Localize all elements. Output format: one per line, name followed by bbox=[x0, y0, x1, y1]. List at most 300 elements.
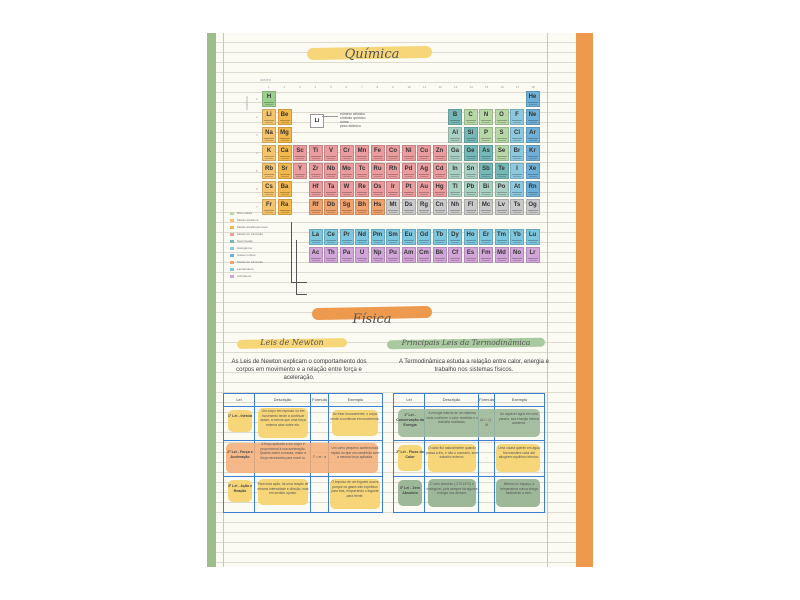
newton-header-exemplo: Exemplo bbox=[347, 397, 364, 402]
lanthanide-connector bbox=[291, 222, 292, 282]
element-c bbox=[464, 109, 478, 125]
element-og bbox=[526, 199, 540, 215]
element-symbol: Th bbox=[327, 250, 335, 256]
newton-example-2: Um carro pequeno acelera mais rápido do que um caminhão com a mesma força aplicada. bbox=[330, 446, 380, 460]
element-symbol: Br bbox=[513, 148, 521, 154]
element-tm bbox=[495, 229, 509, 245]
actinide-connector-h bbox=[296, 294, 307, 295]
element-symbol: Md bbox=[497, 250, 506, 256]
element-symbol: Tc bbox=[358, 166, 366, 172]
element-sc bbox=[293, 145, 307, 161]
element-nb bbox=[324, 163, 338, 179]
element-symbol: La bbox=[311, 232, 319, 238]
element-symbol: Sg bbox=[342, 202, 351, 208]
element-be bbox=[278, 109, 292, 125]
legend-swatch bbox=[230, 275, 234, 278]
element-ta bbox=[324, 181, 338, 197]
element-symbol: Ni bbox=[405, 148, 412, 154]
element-ni bbox=[402, 145, 416, 161]
element-sm bbox=[386, 229, 400, 245]
element-symbol: Re bbox=[358, 184, 366, 190]
legend-item bbox=[230, 232, 263, 236]
newton-example-3: O impulso de um foguete ocorre porque os gases são expelidos para trás, empurrando o foguete para frente. bbox=[331, 480, 379, 498]
element-in bbox=[448, 163, 462, 179]
element-symbol: Tm bbox=[497, 232, 506, 238]
element-symbol: Rb bbox=[265, 166, 273, 172]
newton-law-3: 3ª Lei - Ação e Reação bbox=[227, 484, 253, 493]
group-number: 12 bbox=[438, 85, 442, 89]
element-symbol: Pb bbox=[466, 184, 475, 190]
element-ts bbox=[510, 199, 524, 215]
element-symbol: Hf bbox=[312, 184, 319, 190]
element-symbol: Ac bbox=[311, 250, 320, 256]
element-symbol: Cl bbox=[514, 130, 520, 136]
key-line-1: número atômico bbox=[340, 112, 366, 116]
element-symbol: At bbox=[513, 184, 521, 190]
element-fr bbox=[262, 199, 276, 215]
group-number: 8 bbox=[376, 85, 379, 89]
element-symbol: Eu bbox=[404, 232, 413, 238]
element-eu bbox=[402, 229, 416, 245]
element-symbol: In bbox=[452, 166, 458, 172]
element-symbol: Pm bbox=[372, 232, 383, 238]
element-symbol: Pu bbox=[389, 250, 397, 256]
element-as bbox=[479, 145, 493, 161]
element-symbol: K bbox=[266, 148, 272, 154]
element-mg bbox=[278, 127, 292, 143]
element-symbol: Cu bbox=[420, 148, 428, 154]
element-tc bbox=[355, 163, 369, 179]
element-symbol: Pd bbox=[404, 166, 413, 172]
element-sb bbox=[479, 163, 493, 179]
element-symbol: Sm bbox=[388, 232, 398, 238]
element-es bbox=[464, 247, 478, 263]
element-th bbox=[324, 247, 338, 263]
thermo-heading: Principais Leis da Termodinâmica bbox=[401, 338, 531, 347]
element-symbol: Hs bbox=[373, 202, 382, 208]
element-no bbox=[510, 247, 524, 263]
element-fe bbox=[371, 145, 385, 161]
group-number: 14 bbox=[469, 85, 473, 89]
element-symbol: Bi bbox=[483, 184, 489, 190]
element-lr bbox=[526, 247, 540, 263]
group-number: 10 bbox=[407, 85, 411, 89]
element-tl bbox=[448, 181, 462, 197]
period-number: 7 bbox=[256, 205, 258, 209]
element-symbol: Rf bbox=[312, 202, 319, 208]
element-o bbox=[495, 109, 509, 125]
element-np bbox=[371, 247, 385, 263]
element-ds bbox=[402, 199, 416, 215]
element-symbol: Rg bbox=[420, 202, 428, 208]
element-au bbox=[417, 181, 431, 197]
element-symbol: Rh bbox=[389, 166, 397, 172]
element-symbol: Er bbox=[482, 232, 490, 238]
element-symbol: As bbox=[482, 148, 490, 154]
legend-item bbox=[230, 246, 252, 250]
group-number: 17 bbox=[516, 85, 520, 89]
element-li bbox=[262, 109, 276, 125]
element-rh bbox=[386, 163, 400, 179]
element-nh bbox=[448, 199, 462, 215]
element-symbol: Be bbox=[280, 112, 289, 118]
element-ho bbox=[464, 229, 478, 245]
newton-law-2: 2ª Lei - Força e Aceleração bbox=[227, 450, 253, 459]
period-number: 6 bbox=[256, 187, 258, 191]
legend-label: Gases nobres bbox=[237, 253, 256, 257]
thermo-law-1: 1ª Lei - Conservação da Energia bbox=[396, 413, 424, 427]
element-am bbox=[402, 247, 416, 263]
element-symbol: Fm bbox=[481, 250, 491, 256]
element-symbol: Ta bbox=[327, 184, 335, 190]
element-symbol: Fr bbox=[266, 202, 272, 208]
element-symbol: Pr bbox=[343, 232, 350, 238]
element-symbol: Ho bbox=[466, 232, 475, 238]
element-b bbox=[448, 109, 462, 125]
legend-item bbox=[230, 218, 258, 222]
element-la bbox=[309, 229, 323, 245]
period-number: 5 bbox=[256, 169, 258, 173]
element-nd bbox=[355, 229, 369, 245]
element-w bbox=[340, 181, 354, 197]
element-os bbox=[371, 181, 385, 197]
thermo-intro: A Termodinâmica estuda a relação entre calor, energia e trabalho nos sistemas físicos. bbox=[399, 359, 549, 373]
element-mo bbox=[340, 163, 354, 179]
element-symbol: Ar bbox=[529, 130, 536, 136]
element-pr bbox=[340, 229, 354, 245]
element-rb bbox=[262, 163, 276, 179]
element-bh bbox=[355, 199, 369, 215]
legend-label: Metais alcalinoterrosos bbox=[237, 225, 268, 229]
element-symbol: Cr bbox=[343, 148, 350, 154]
element-s bbox=[495, 127, 509, 143]
group-number: 2 bbox=[283, 85, 286, 89]
element-na bbox=[262, 127, 276, 143]
element-symbol: Cd bbox=[435, 166, 444, 172]
element-symbol: No bbox=[513, 250, 521, 256]
period-number: 4 bbox=[256, 151, 258, 155]
period-number: 3 bbox=[256, 133, 258, 137]
element-symbol: Zr bbox=[312, 166, 319, 172]
element-rn bbox=[526, 181, 540, 197]
lanthanide-connector-h bbox=[291, 282, 307, 283]
element-symbol: Og bbox=[528, 202, 537, 208]
element-symbol: Kr bbox=[529, 148, 536, 154]
group-number: 11 bbox=[423, 85, 427, 89]
element-cu bbox=[417, 145, 431, 161]
element-symbol: Sr bbox=[281, 166, 288, 172]
element-symbol: H bbox=[266, 94, 272, 100]
element-symbol: Xe bbox=[528, 166, 537, 172]
element-symbol: Ca bbox=[280, 148, 289, 154]
element-symbol: Pa bbox=[342, 250, 351, 256]
element-symbol: F bbox=[515, 112, 519, 118]
element-cf bbox=[448, 247, 462, 263]
element-symbol: Al bbox=[452, 130, 458, 136]
element-h bbox=[262, 91, 276, 107]
element-bi bbox=[479, 181, 493, 197]
element-symbol: Mt bbox=[389, 202, 397, 208]
element-symbol: W bbox=[343, 184, 350, 190]
element-symbol: Lr bbox=[529, 250, 536, 256]
newton-formula-3: - bbox=[318, 490, 321, 494]
legend-item bbox=[230, 253, 256, 257]
thermo-law-2: 2ª Lei - Fluxo do Calor bbox=[396, 450, 424, 459]
element-symbol: Sc bbox=[296, 148, 304, 154]
thermo-law-3: 3ª Lei - Zero Absoluto bbox=[399, 486, 421, 495]
element-symbol: Rn bbox=[528, 184, 537, 190]
key-line-4: peso atômico bbox=[340, 124, 361, 128]
element-symbol: Ts bbox=[513, 202, 521, 208]
element-symbol: Lv bbox=[497, 202, 505, 208]
legend-label: Metais de transição bbox=[237, 260, 264, 264]
element-symbol: Ti bbox=[312, 148, 319, 154]
element-ra bbox=[278, 199, 292, 215]
element-bk bbox=[433, 247, 447, 263]
element-symbol: Dy bbox=[451, 232, 459, 238]
element-tb bbox=[433, 229, 447, 245]
thermo-formula-2: - bbox=[485, 455, 488, 459]
element-sn bbox=[464, 163, 478, 179]
element-p bbox=[479, 127, 493, 143]
key-line-2: símbolo químico bbox=[340, 116, 366, 120]
element-symbol: Cf bbox=[451, 250, 459, 256]
element-symbol: O bbox=[499, 112, 504, 118]
element-pm bbox=[371, 229, 385, 245]
element-symbol: Ne bbox=[528, 112, 537, 118]
element-symbol: Au bbox=[420, 184, 428, 190]
element-symbol: Nh bbox=[451, 202, 459, 208]
element-xe bbox=[526, 163, 540, 179]
element-symbol: Ga bbox=[450, 148, 459, 154]
element-ca bbox=[278, 145, 292, 161]
element-symbol: Os bbox=[373, 184, 382, 190]
element-hs bbox=[371, 199, 385, 215]
element-symbol: Cs bbox=[265, 184, 273, 190]
element-symbol: Cn bbox=[435, 202, 444, 208]
element-ir bbox=[386, 181, 400, 197]
element-co bbox=[386, 145, 400, 161]
element-yb bbox=[510, 229, 524, 245]
group-number: 4 bbox=[314, 85, 317, 89]
element-kr bbox=[526, 145, 540, 161]
element-si bbox=[464, 127, 478, 143]
element-ac bbox=[309, 247, 323, 263]
element-symbol: Bk bbox=[435, 250, 444, 256]
group-number: 1 bbox=[268, 85, 270, 89]
element-symbol: B bbox=[452, 112, 458, 118]
thermo-formula-3: - bbox=[485, 490, 488, 494]
thermo-header-lei: Lei bbox=[406, 397, 412, 402]
newton-formula-2: F = m · a bbox=[312, 455, 327, 459]
element-se bbox=[495, 145, 509, 161]
element-v bbox=[324, 145, 338, 161]
element-symbol: Es bbox=[466, 250, 475, 256]
element-symbol: Lu bbox=[528, 232, 537, 238]
element-db bbox=[324, 199, 338, 215]
element-ce bbox=[324, 229, 338, 245]
group-number: 16 bbox=[500, 85, 504, 89]
thermo-header-formula: Fórmula bbox=[479, 397, 494, 402]
newton-header-lei: Lei bbox=[236, 397, 242, 402]
element-rg bbox=[417, 199, 431, 215]
element-symbol: Am bbox=[403, 250, 414, 256]
element-symbol: Na bbox=[265, 130, 273, 136]
key-line-3: nome bbox=[340, 120, 349, 124]
period-axis-label: PERÍODO bbox=[244, 96, 249, 110]
right-orange-strip bbox=[576, 33, 593, 567]
element-pb bbox=[464, 181, 478, 197]
element-symbol: Zn bbox=[435, 148, 444, 154]
element-symbol: He bbox=[528, 94, 537, 100]
newton-table bbox=[223, 393, 383, 513]
element-symbol: Sb bbox=[482, 166, 490, 172]
element-cn bbox=[433, 199, 447, 215]
element-n bbox=[479, 109, 493, 125]
group-number: 7 bbox=[361, 85, 363, 89]
legend-label: Semimetais bbox=[237, 239, 253, 243]
element-pu bbox=[386, 247, 400, 263]
period-number: 2 bbox=[256, 115, 258, 119]
element-rf bbox=[309, 199, 323, 215]
element-po bbox=[495, 181, 509, 197]
element-symbol: Po bbox=[497, 184, 506, 190]
thermo-table bbox=[393, 393, 545, 513]
element-ag bbox=[417, 163, 431, 179]
legend-swatch bbox=[230, 261, 234, 264]
element-symbol: Cm bbox=[419, 250, 429, 256]
element-symbol: Mg bbox=[280, 130, 289, 136]
legend-label: Não metais bbox=[237, 211, 253, 215]
element-symbol: Ce bbox=[327, 232, 335, 238]
newton-header-descricao: Descrição bbox=[273, 397, 292, 402]
element-symbol: N bbox=[483, 112, 489, 118]
element-symbol: I bbox=[516, 166, 518, 172]
group-number: 6 bbox=[345, 85, 348, 89]
legend-swatch bbox=[230, 240, 234, 243]
newton-desc-2: A força aplicada a um corpo é proporcional à sua aceleração. Quanto maior a massa, maior a força necessária para movê-lo. bbox=[259, 442, 307, 460]
element-cr bbox=[340, 145, 354, 161]
element-symbol: Nd bbox=[358, 232, 366, 238]
element-cl bbox=[510, 127, 524, 143]
element-cs bbox=[262, 181, 276, 197]
newton-desc-3: Para toda ação, há uma reação de mesma intensidade e direção, mas em sentido oposto. bbox=[257, 482, 309, 496]
element-k bbox=[262, 145, 276, 161]
thermo-desc-2: O calor flui naturalmente quando passa a frio, e não o contrário, sem trabalho externo. bbox=[426, 446, 478, 460]
element-hg bbox=[433, 181, 447, 197]
element-symbol: Np bbox=[373, 250, 382, 256]
element-gd bbox=[417, 229, 431, 245]
element-at bbox=[510, 181, 524, 197]
element-hf bbox=[309, 181, 323, 197]
notebook-page bbox=[207, 33, 593, 567]
newton-intro: As Leis de Newton explicam o comportamento dos corpos em movimento e a relação entre força e aceleração. bbox=[231, 359, 367, 381]
thermo-example-2: Uma xícara quente em água fria transfere calor até atingirem equilíbrio térmico. bbox=[498, 446, 540, 460]
element-symbol: Gd bbox=[419, 232, 429, 238]
element-symbol: Mc bbox=[481, 202, 491, 208]
legend-swatch bbox=[230, 233, 234, 236]
element-ga bbox=[448, 145, 462, 161]
element-symbol: C bbox=[468, 112, 473, 118]
element-lv bbox=[495, 199, 509, 215]
legend-swatch bbox=[230, 247, 234, 250]
periodic-table bbox=[237, 78, 552, 321]
element-er bbox=[479, 229, 493, 245]
element-symbol: Ru bbox=[373, 166, 382, 172]
element-symbol: Fe bbox=[373, 148, 381, 154]
legend-swatch bbox=[230, 268, 234, 271]
legend-swatch bbox=[230, 254, 234, 257]
actinide-connector bbox=[296, 240, 297, 294]
element-sr bbox=[278, 163, 292, 179]
element-ba bbox=[278, 181, 292, 197]
element-symbol: Ag bbox=[420, 166, 428, 172]
element-symbol: Hg bbox=[435, 184, 444, 190]
thermo-header-descricao: Descrição bbox=[442, 397, 461, 402]
element-mc bbox=[479, 199, 493, 215]
element-symbol: Si bbox=[467, 130, 474, 136]
newton-law-1: 1ª Lei - Inércia bbox=[227, 414, 253, 418]
left-green-strip bbox=[207, 33, 216, 567]
element-u bbox=[355, 247, 369, 263]
legend-swatch bbox=[230, 212, 234, 215]
element-symbol: Ba bbox=[280, 184, 289, 190]
element-ti bbox=[309, 145, 323, 161]
element-dy bbox=[448, 229, 462, 245]
group-number: 13 bbox=[454, 85, 458, 89]
element-ne bbox=[526, 109, 540, 125]
element-symbol: Pt bbox=[405, 184, 412, 190]
legend-item bbox=[230, 260, 263, 264]
element-zn bbox=[433, 145, 447, 161]
newton-heading: Leis de Newton bbox=[260, 338, 324, 347]
element-pa bbox=[340, 247, 354, 263]
element-symbol: Ra bbox=[280, 202, 289, 208]
element-ar bbox=[526, 127, 540, 143]
legend-swatch bbox=[230, 226, 234, 229]
element-i bbox=[510, 163, 524, 179]
element-symbol: Li bbox=[266, 112, 272, 118]
element-te bbox=[495, 163, 509, 179]
element-symbol: Mo bbox=[342, 166, 351, 172]
element-symbol: Y bbox=[297, 166, 302, 172]
legend-item bbox=[230, 267, 254, 271]
element-key-symbol: Li bbox=[314, 118, 320, 124]
element-symbol: Ds bbox=[404, 202, 413, 208]
thermo-header-exemplo: Exemplo bbox=[511, 397, 528, 402]
element-symbol: P bbox=[483, 130, 488, 136]
element-symbol: Db bbox=[327, 202, 335, 208]
thermo-desc-3: O zero absoluto (-273,15°C) é inatingível, pois sempre há alguma energia nos átomos. bbox=[426, 482, 478, 496]
element-symbol: Fl bbox=[467, 202, 474, 208]
thermo-example-3: Mesmo no espaço, a temperatura nunca chega totalmente a zero. bbox=[500, 482, 538, 496]
element-he bbox=[526, 91, 540, 107]
element-lu bbox=[526, 229, 540, 245]
element-ge bbox=[464, 145, 478, 161]
element-al bbox=[448, 127, 462, 143]
legend-item bbox=[230, 239, 253, 243]
thermo-example-1: Ao aquecer água em uma panela, sua energia interna aumenta. bbox=[499, 412, 539, 426]
newton-formula-1: - bbox=[318, 420, 321, 424]
physics-title: Física bbox=[352, 312, 392, 327]
element-zr bbox=[309, 163, 323, 179]
newton-header-formula: Fórmula bbox=[312, 397, 327, 402]
element-pd bbox=[402, 163, 416, 179]
legend-label: Metais de transição bbox=[237, 232, 264, 236]
element-ru bbox=[371, 163, 385, 179]
element-symbol: Ir bbox=[390, 184, 395, 190]
legend-label: Halogênios bbox=[237, 246, 253, 250]
